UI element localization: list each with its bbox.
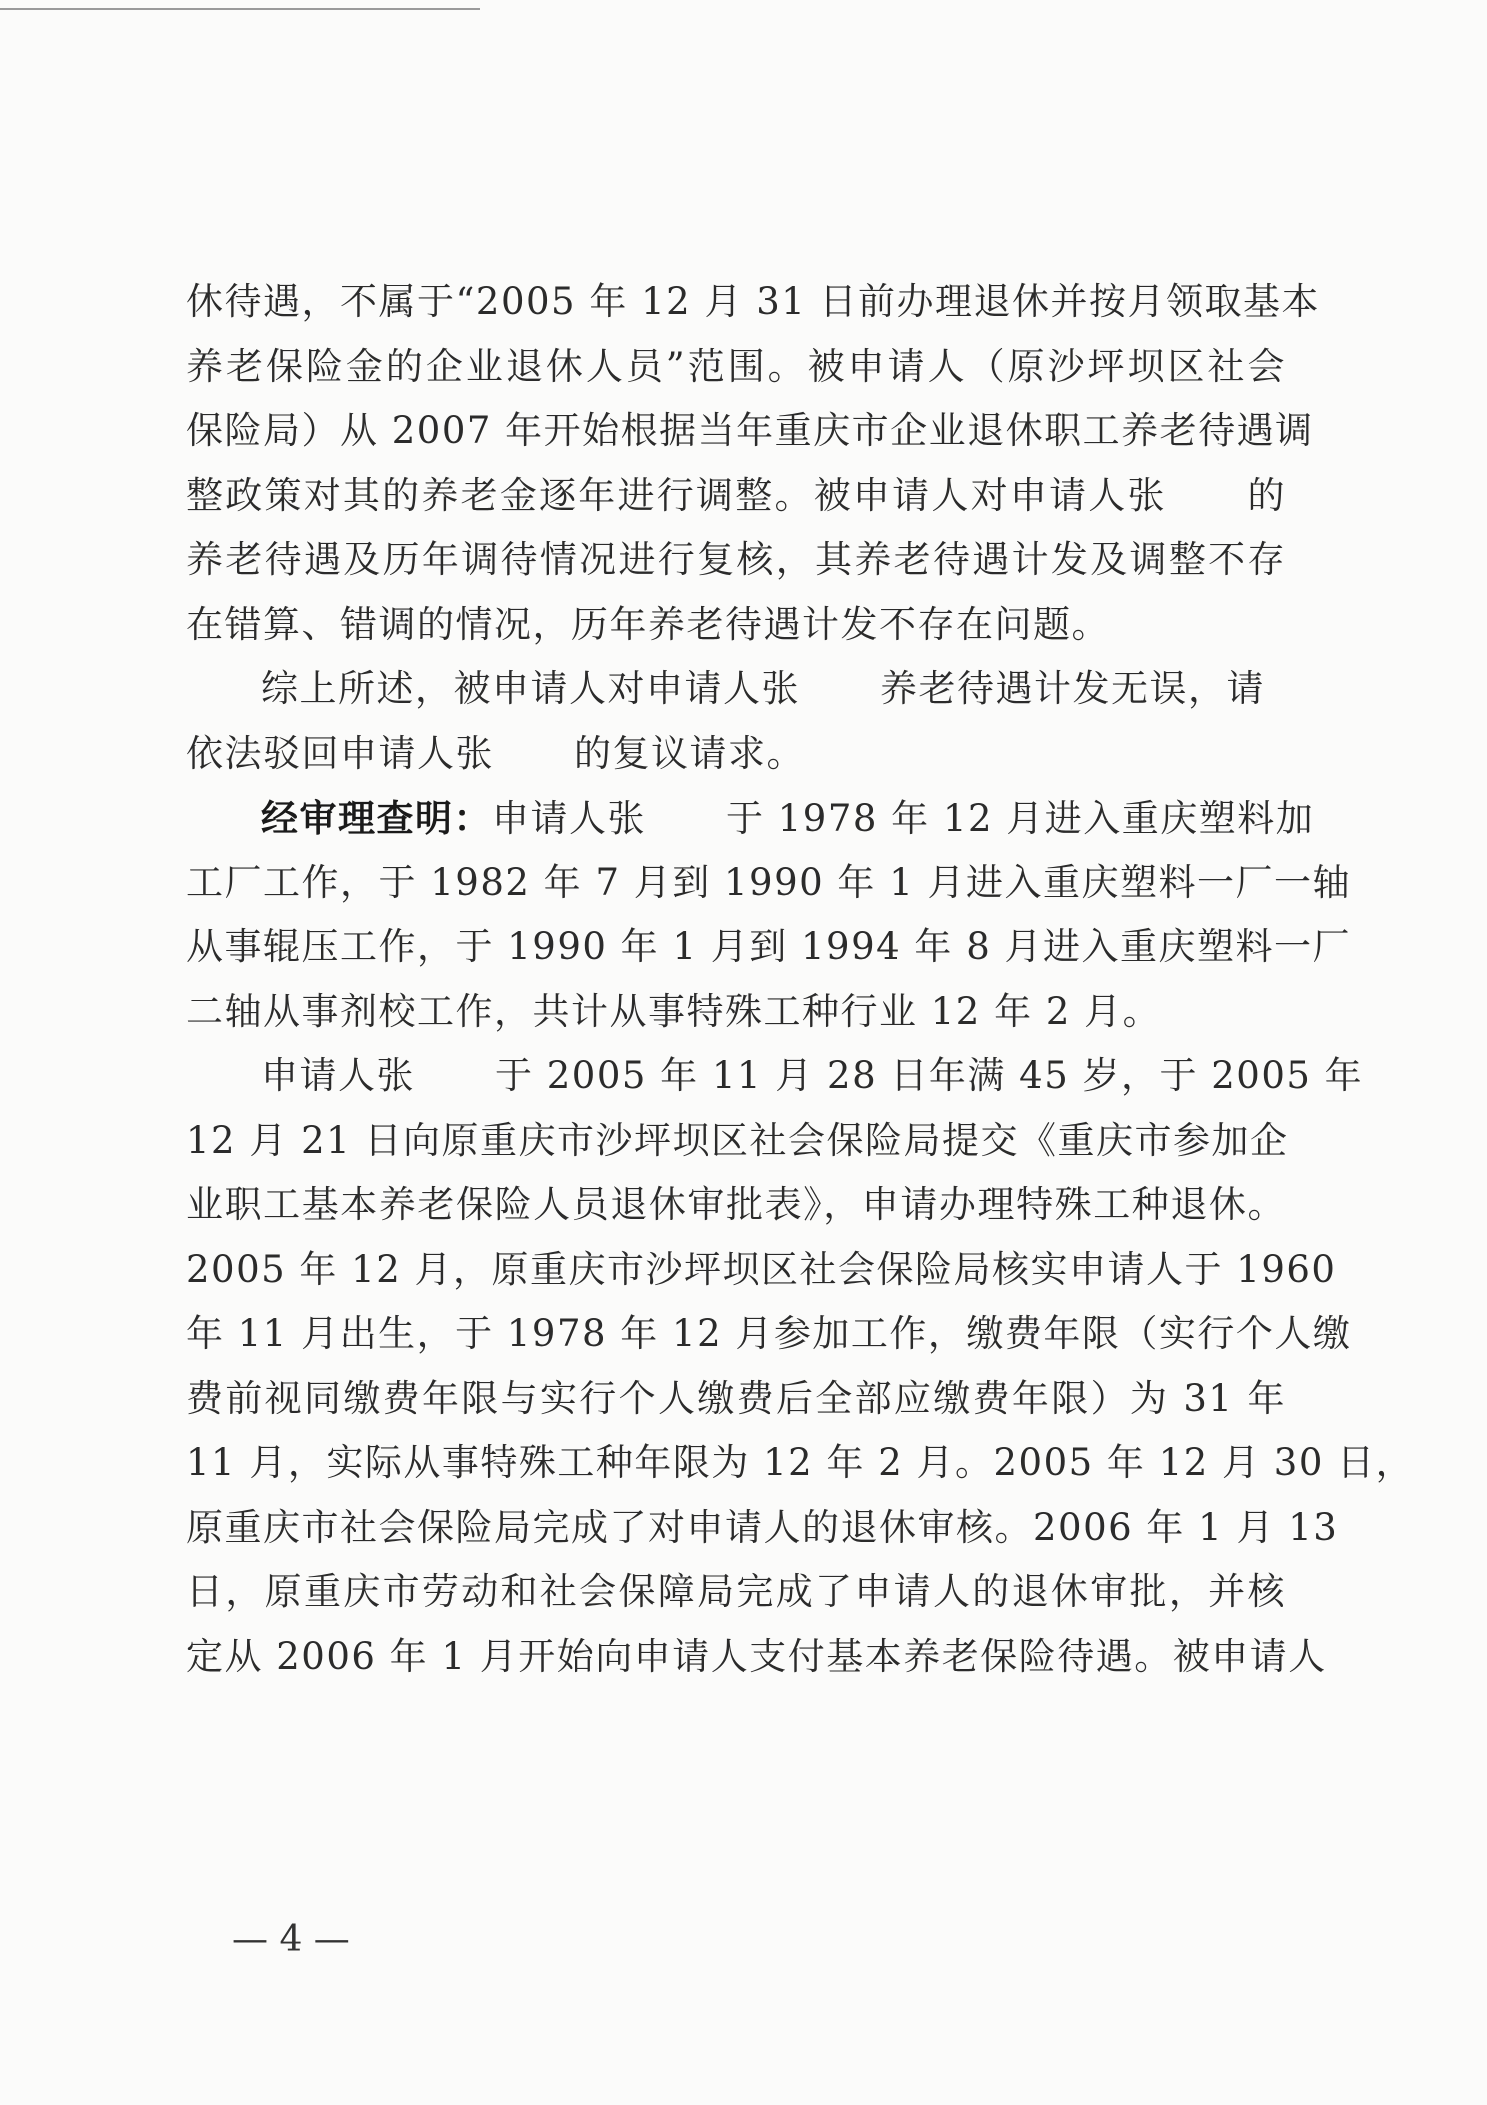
scan-edge-line (0, 8, 480, 10)
redaction-gap (646, 830, 726, 831)
text-line: 在错算、错调的情况，历年养老待遇计发不存在问题。 (186, 602, 1110, 646)
text-line: 原重庆市社会保险局完成了对申请人的退休审核。2006 年 1 月 13 (186, 1505, 1339, 1549)
text-line: 2005 年 12 月，原重庆市沙坪坝区社会保险局核实申请人于 1960 (186, 1247, 1337, 1291)
text-segment: 的 (1246, 473, 1287, 517)
text-segment: 申请人张 (261, 1054, 415, 1097)
text-line: 年 11 月出生，于 1978 年 12 月参加工作，缴费年限（实行个人缴 (186, 1312, 1352, 1355)
section-heading: 经审理查明： (261, 796, 492, 840)
redaction-gap (1167, 507, 1247, 508)
text-line: 定从 2006 年 1 月开始向申请人支付基本养老保险待遇。被申请人 (186, 1634, 1327, 1678)
text-line: 11 月，实际从事特殊工种年限为 12 年 2 月。2005 年 12 月 30 日， (186, 1441, 1415, 1484)
text-line: 12 月 21 日向原重庆市沙坪坝区社会保险局提交《重庆市参加企 (186, 1118, 1289, 1162)
text-line: 日，原重庆市劳动和社会保障局完成了申请人的退休审批，并核 (186, 1570, 1286, 1613)
text-line: 费前视同缴费年限与实行个人缴费后全部应缴费年限）为 31 年 (186, 1376, 1286, 1420)
text-line: 养老待遇及历年调待情况进行复核，其养老待遇计发及调整不存 (186, 538, 1286, 581)
text-segment: 于 1978 年 12 月进入重庆塑料加 (726, 797, 1315, 840)
text-segment: 申请人张 (492, 797, 646, 840)
page-number: — 4 — (232, 1919, 350, 1960)
redaction-gap (800, 700, 880, 701)
text-line: 保险局）从 2007 年开始根据当年重庆市企业退休职工养老待遇调 (186, 409, 1314, 452)
text-line: 休待遇，不属于“2005 年 12 月 31 日前办理退休并按月领取基本 (186, 280, 1321, 323)
text-segment: 整政策对其的养老金逐年进行调整。被申请人对申请人张 (186, 473, 1167, 517)
text-line: 二轴从事剂校工作，共计从事特殊工种行业 12 年 2 月。 (186, 989, 1162, 1033)
text-line (186, 786, 1315, 851)
text-segment: 的复议请求。 (574, 731, 805, 775)
redaction-gap (494, 765, 574, 766)
text-line: 养老保险金的企业退休人员”范围。被申请人（原沙坪坝区社会 (186, 344, 1286, 388)
text-line (186, 722, 1286, 787)
text-segment: 综上所述，被申请人对申请人张 (261, 667, 800, 710)
text-line (186, 464, 1286, 529)
text-line: 业职工基本养老保险人员退休审批表》，申请办理特殊工种退休。 (186, 1183, 1286, 1226)
text-segment: 养老待遇计发无误，请 (880, 667, 1265, 710)
document-body (186, 270, 1415, 1689)
text-line (186, 657, 1286, 722)
text-segment: 于 2005 年 11 月 28 日年满 45 岁，于 2005 年 (495, 1054, 1364, 1097)
text-line: 从事辊压工作，于 1990 年 1 月到 1994 年 8 月进入重庆塑料一厂 (186, 925, 1351, 968)
text-segment: 依法驳回申请人张 (186, 731, 494, 775)
text-line (186, 1044, 1364, 1109)
text-line: 工厂工作，于 1982 年 7 月到 1990 年 1 月进入重庆塑料一厂一轴 (186, 860, 1351, 904)
redaction-gap (415, 1087, 495, 1088)
